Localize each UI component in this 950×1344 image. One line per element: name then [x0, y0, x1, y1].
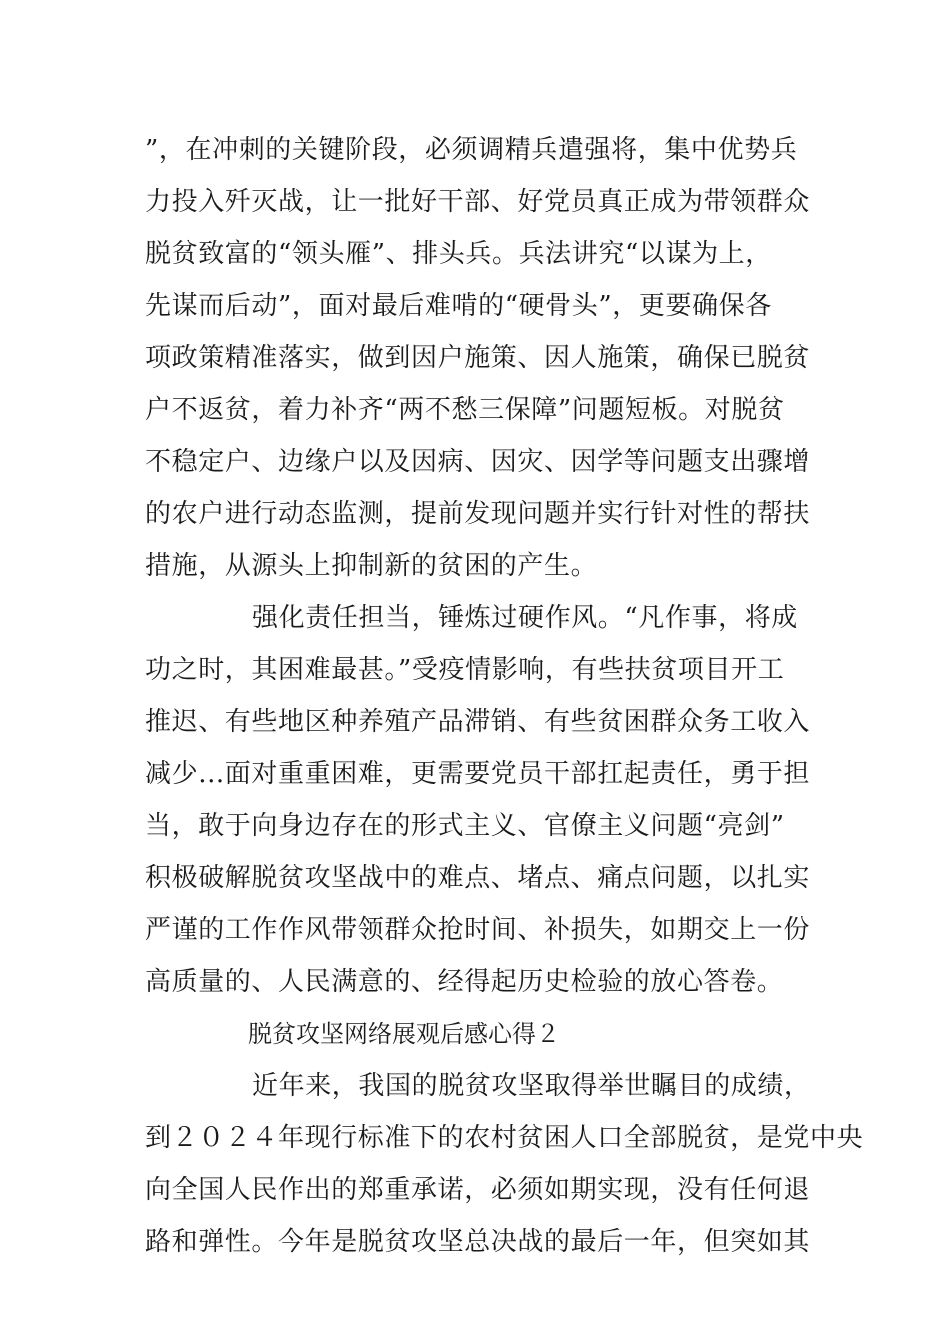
text-line: 脱贫致富的“领头雁”、排头兵。兵法讲究“以谋为上，: [145, 239, 772, 269]
text-line: 推迟、有些地区种养殖产品滞销、有些贫困群众务工收入: [145, 707, 811, 737]
text-line: 向全国人民作出的郑重承诺，必须如期实现，没有任何退: [145, 1175, 811, 1205]
text-line: 到２０２４年现行标准下的农村贫困人口全部脱贫，是党中央: [145, 1123, 864, 1153]
text-line: 不稳定户、边缘户以及因病、因灾、因学等问题支出骤增: [145, 447, 811, 477]
text-line: 减少...面对重重困难，更需要党员干部扛起责任，勇于担: [145, 759, 810, 789]
text-line: 积极破解脱贫攻坚战中的难点、堵点、痛点问题，以扎实: [145, 863, 811, 893]
text-line: 的农户进行动态监测，提前发现问题并实行针对性的帮扶: [145, 499, 811, 529]
text-line: 当，敢于向身边存在的形式主义、官僚主义问题“亮剑”: [145, 811, 785, 841]
paragraph-first-line: 强化责任担当，锤炼过硬作风。“凡作事，将成: [252, 603, 798, 633]
text-line: 户不返贫，着力补齐“两不愁三保障”问题短板。对脱贫: [145, 395, 785, 425]
text-line: 项政策精准落实，做到因户施策、因人施策，确保已脱贫: [145, 343, 811, 373]
text-line: ”，在冲刺的关键阶段，必须调精兵遣强将，集中优势兵: [145, 135, 798, 165]
text-line: 路和弹性。今年是脱贫攻坚总决战的最后一年，但突如其: [145, 1227, 811, 1257]
text-line: 高质量的、人民满意的、经得起历史检验的放心答卷。: [145, 967, 784, 997]
section-title: 脱贫攻坚网络展观后感心得２: [248, 1020, 560, 1048]
text-line: 严谨的工作作风带领群众抢时间、补损失，如期交上一份: [145, 915, 811, 945]
paragraph-first-line: 近年来，我国的脱贫攻坚取得举世瞩目的成绩，: [252, 1071, 811, 1101]
text-line: 力投入歼灭战，让一批好干部、好党员真正成为带领群众: [145, 187, 811, 217]
text-line: 先谋而后动”，面对最后难啃的“硬骨头”，更要确保各: [145, 291, 772, 321]
text-line: 功之时，其困难最甚。”受疫情影响，有些扶贫项目开工: [145, 655, 785, 685]
text-line: 措施，从源头上抑制新的贫困的产生。: [145, 551, 598, 581]
